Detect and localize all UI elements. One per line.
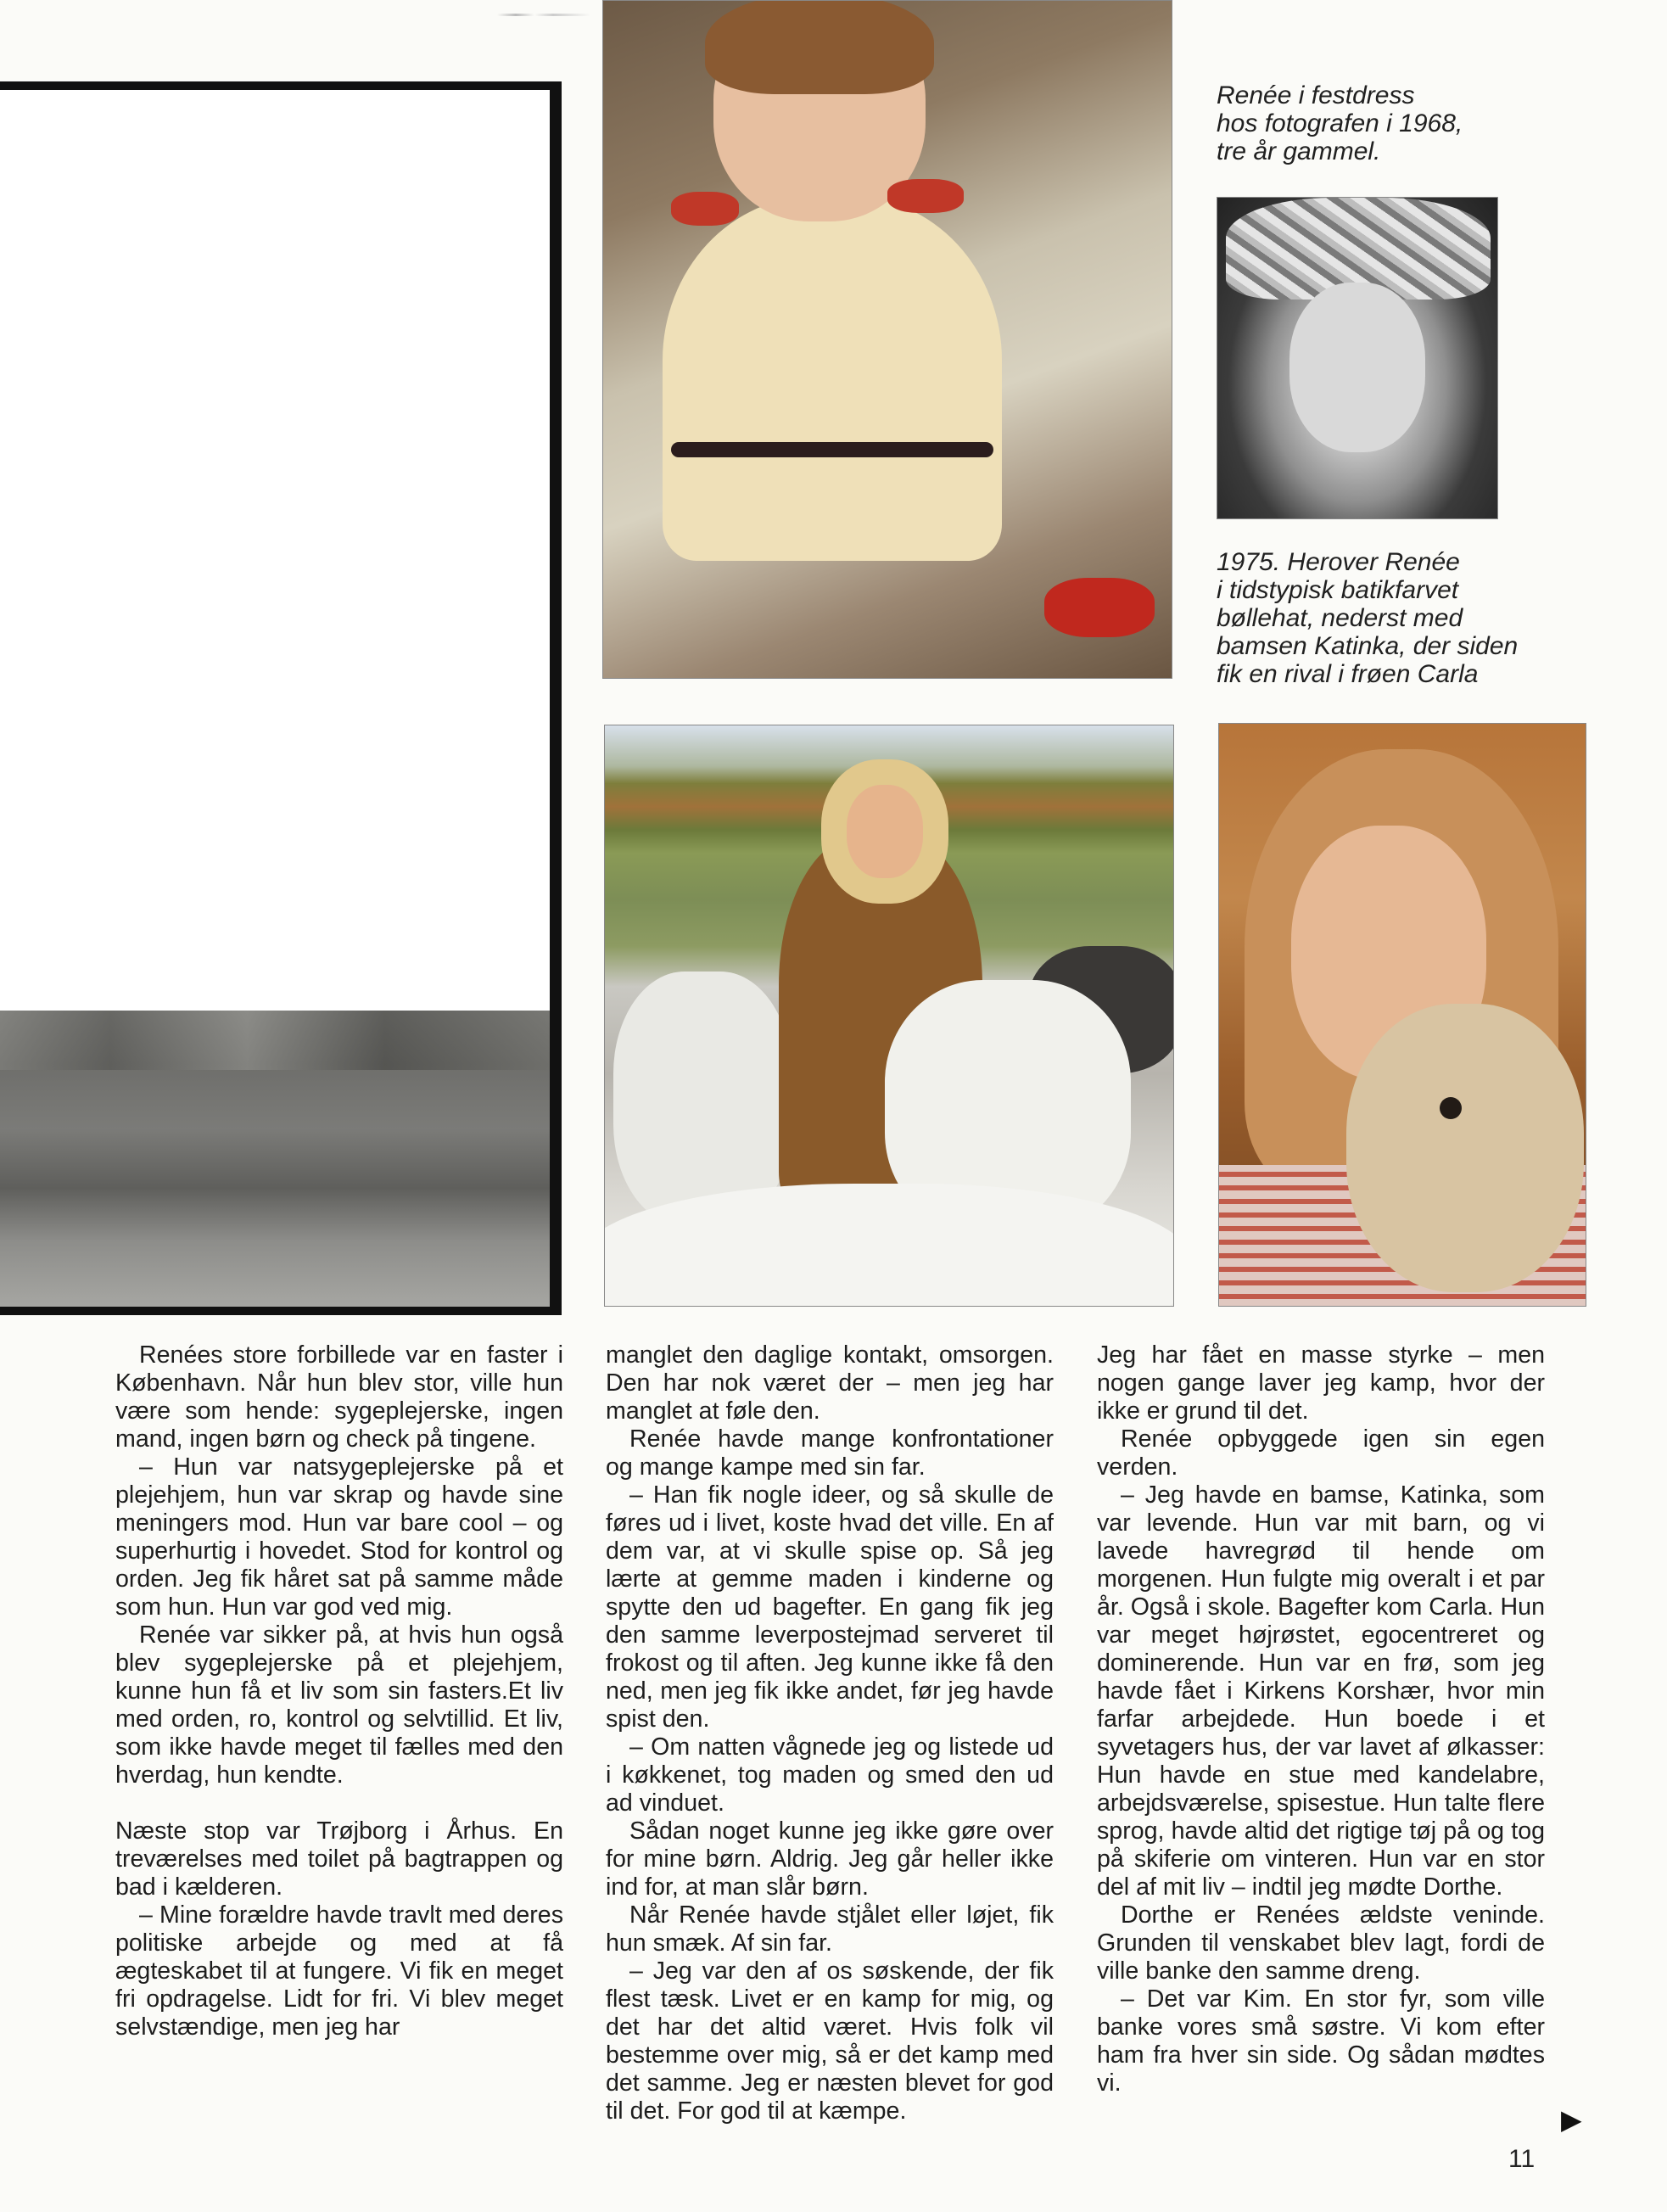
teddy-bear: [1346, 1004, 1584, 1292]
page-number: 11: [1508, 2145, 1536, 2173]
paragraph: Sådan noget kunne jeg ikke gøre over for mine børn. Aldrig. Jeg går heller ikke ind for, at man slår børn.: [606, 1817, 1054, 1901]
article-column-1: [115, 1341, 563, 2041]
caption-1975-line: bøllehat, nederst med: [1217, 604, 1463, 632]
paragraph: – Det var Kim. En stor fyr, som ville banke vores små søstre. Vi kom efter ham fra hver sin side. Og sådan mødtes vi.: [1097, 1985, 1545, 2097]
paragraph: Næste stop var Trøjborg i Århus. En treværelses med toilet på bagtrappen og bad i kælderen.: [115, 1817, 563, 1901]
paragraph: – Jeg var den af os søskende, der fik flest tæsk. Livet er en kamp for mig, og det har det altid været. Hvis folk vil bestemme over mig, så er det kamp med det samme. Jeg er næsten blevet for god til det. For god til at kæmpe.: [606, 1957, 1054, 2125]
landscape-ground: [0, 1011, 550, 1307]
paragraph: Renée havde mange konfrontationer og mange kampe med sin far.: [606, 1425, 1054, 1481]
white-pony-foreground: [604, 1184, 1174, 1307]
paragraph: Renée opbyggede igen sin egen verden.: [1097, 1425, 1545, 1481]
paragraph: Dorthe er Renées ældste veninde. Grunden til venskabet blev lagt, fordi de ville banke den samme dreng.: [1097, 1901, 1545, 1985]
paragraph: manglet den daglige kontakt, omsorgen. Den har nok været der – men jeg har manglet at føle den.: [606, 1341, 1054, 1425]
article-column-2: [606, 1341, 1054, 2125]
child-hair: [705, 0, 934, 94]
hair-bow-left: [671, 192, 739, 226]
paragraph: – Jeg havde en bamse, Katinka, som var levende. Hun var mit barn, og vi lavede havregrød til hende om morgenen. Hun fulgte mig overalt i et par år. Også i skole. Bagefter kom Carla. Hun var meget højrøstet, egocentreret og dominerende. Hun var en frø, som jeg havde fået i Kirkens Korshær, hvor min farfar arbejdede. Hun boede i et syvetagers hus, der var lavet af ølkasser: Hun havde en stue med kandelabre, arbejdsværelse, spisestue. Hun talte flere sprog, havde altid det rigtige tøj på og tog på skiferie om vinteren. Hun var en stor del af mit liv – indtil jeg mødte Dorthe.: [1097, 1481, 1545, 1901]
paragraph: – Hun var natsygeplejerske på et plejehjem, hun var skrap og havde sine meningers mod. Hun var bare cool – og superhurtig i hovedet. Stod for kontrol og orden. Jeg fik håret sat på samme måde som hun. Hun var god ved mig.: [115, 1453, 563, 1621]
child-1975-photo: [1217, 197, 1498, 519]
rider-face: [847, 785, 923, 878]
landscape-sky: [0, 90, 550, 1011]
paragraph: – Mine forældre havde travlt med deres politiske arbejde og med at få ægteskabet til at fungere. Vi fik en meget fri opdragelse. Lidt for fri. Vi blev meget selvstændige, men jeg har: [115, 1901, 563, 2041]
festdress: [663, 196, 1002, 561]
article-column-3: [1097, 1341, 1545, 2097]
caption-1968-line: tre år gammel.: [1217, 137, 1381, 165]
caption-1975-line: i tidstypisk batikfarvet: [1217, 576, 1459, 604]
child-1968-photo: [602, 0, 1172, 679]
hair-bow-right: [887, 179, 964, 213]
horses-photo: [604, 725, 1174, 1307]
red-shoe: [1044, 578, 1155, 637]
paragraph: – Han fik nogle ideer, og så skulle de føres ud i livet, koste hvad det ville. En af dem var, at vi skulle spise op. Så jeg lærte at gemme maden i kinderne og spytte den ud bagefter. En gang fik jeg den samme leverpostejmad serveret til frokost og til aften. Jeg kunne ikke få den ned, men jeg fik ikke andet, før jeg havde spist den.: [606, 1481, 1054, 1733]
caption-1968: [1217, 81, 1573, 165]
caption-1968-line: Renée i festdress: [1217, 81, 1415, 109]
caption-1975-line: 1975. Herover Renée: [1217, 548, 1460, 576]
paragraph: Jeg har fået en masse styrke – men nogen gange laver jeg kamp, hvor der ikke er grund til det.: [1097, 1341, 1545, 1425]
caption-1968-line: hos fotografen i 1968,: [1217, 109, 1463, 137]
print-speck: [497, 14, 590, 16]
teddy-photo: [1218, 723, 1586, 1307]
paragraph: Renées store forbillede var en faster i København. Når hun blev stor, ville hun være som hende: sygeplejerske, ingen mand, ingen børn og check på tingene.: [115, 1341, 563, 1453]
paragraph: Renée var sikker på, at hvis hun også blev sygeplejerske på et plejehjem, kunne hun få et liv som sin fasters.Et liv med orden, ro, kontrol og selvtillid. Et liv, som ikke havde meget til fælles med den hverdag, hun kendte.: [115, 1621, 563, 1789]
continue-arrow-icon: ▶: [1561, 2104, 1582, 2135]
caption-1975: [1217, 548, 1573, 688]
child-face: [1289, 283, 1425, 452]
dress-belt: [671, 442, 993, 457]
caption-1975-line: bamsen Katinka, der siden: [1217, 632, 1519, 660]
landscape-photo: [0, 81, 562, 1315]
paragraph: – Om natten vågnede jeg og listede ud i køkkenet, tog maden og smed den ud ad vinduet.: [606, 1733, 1054, 1817]
caption-1975-line: fik en rival i frøen Carla: [1217, 660, 1479, 688]
teddy-eye: [1440, 1097, 1462, 1119]
paragraph: Når Renée havde stjålet eller løjet, fik hun smæk. Af sin far.: [606, 1901, 1054, 1957]
